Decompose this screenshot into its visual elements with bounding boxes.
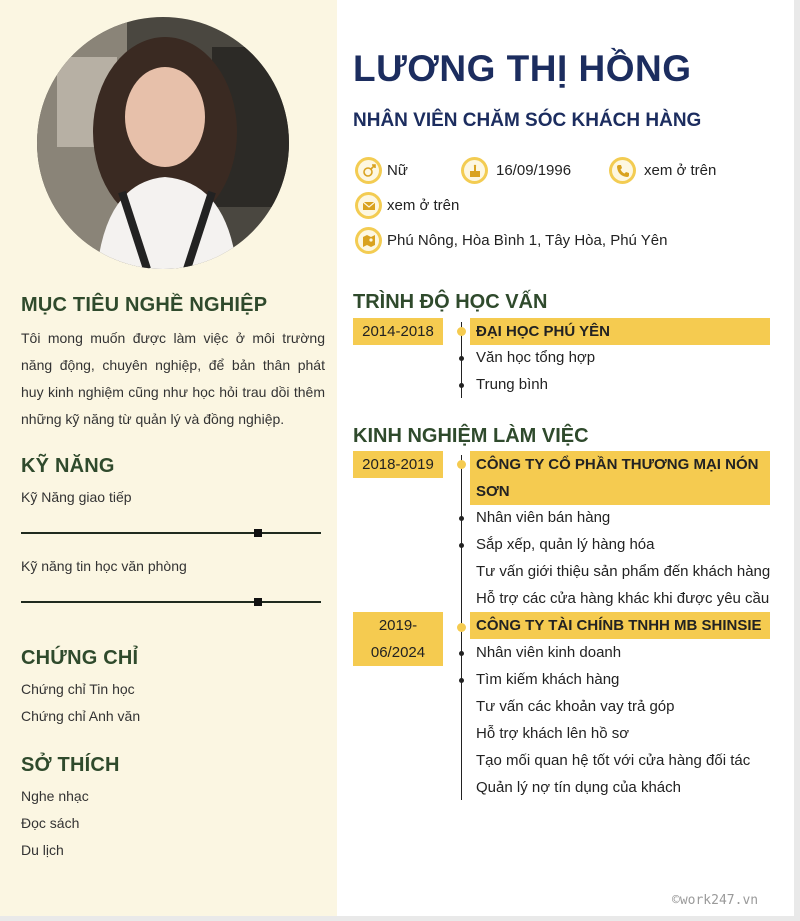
company-name-line: CÔNG TY CỔ PHẦN THƯƠNG MẠI NÓN: [476, 456, 759, 473]
job-duty: Tư vấn các khoản vay trả góp: [476, 698, 675, 715]
education-title: TRÌNH ĐỘ HỌC VẤN: [353, 291, 548, 313]
birthday-cake-icon: [461, 157, 488, 184]
job-duty: Nhân viên bán hàng: [476, 509, 611, 526]
timeline-bullet: [459, 651, 464, 656]
job-title: NHÂN VIÊN CHĂM SÓC KHÁCH HÀNG: [353, 110, 702, 131]
timeline-bullet: [459, 383, 464, 388]
timeline-bullet: [459, 678, 464, 683]
birthday-value: 16/09/1996: [496, 162, 572, 179]
timeline-dot: [457, 460, 466, 469]
skill-level-marker: [254, 529, 262, 537]
timeline-dot: [457, 327, 466, 336]
hobbies-title: SỞ THÍCH: [21, 754, 120, 776]
email-value: xem ở trên: [387, 197, 460, 214]
candidate-name: LƯƠNG THỊ HỒNG: [353, 48, 692, 89]
profile-photo: [37, 17, 289, 269]
company-name: CÔNG TY TÀI CHÍNB TNHH MB SHINSIE: [470, 612, 770, 639]
skills-title: KỸ NĂNG: [21, 455, 115, 477]
hobby-item: Nghe nhạc: [21, 788, 89, 804]
objective-title: MỤC TIÊU NGHỀ NGHIỆP: [21, 294, 268, 316]
job-duty: Nhân viên kinh doanh: [476, 644, 622, 661]
education-detail: Trung bình: [476, 376, 548, 393]
timeline-bullet: [459, 543, 464, 548]
phone-value: xem ở trên: [644, 162, 717, 179]
gender-value: Nữ: [387, 162, 408, 179]
timeline-bullet: [459, 356, 464, 361]
sidebar: [0, 0, 337, 916]
job-date-line: 2019-: [378, 617, 418, 634]
job-duty: Quản lý nợ tín dụng của khách: [476, 779, 681, 796]
location-map-icon: [355, 227, 382, 254]
skill-name: Kỹ năng tin học văn phòng: [21, 558, 187, 574]
skill-bar: [21, 532, 321, 534]
school-name: ĐẠI HỌC PHÚ YÊN: [470, 318, 770, 345]
job-duty: Sắp xếp, quản lý hàng hóa: [476, 536, 655, 553]
certificate-item: Chứng chỉ Tin học: [21, 681, 135, 697]
certificates-title: CHỨNG CHỈ: [21, 647, 139, 669]
skill-level-marker: [254, 598, 262, 606]
timeline-dot: [457, 623, 466, 632]
job-duty: Hỗ trợ khách lên hồ sơ: [476, 725, 630, 742]
timeline-bullet: [459, 516, 464, 521]
company-name-line: SƠN: [476, 483, 510, 500]
phone-icon: [609, 157, 636, 184]
job-duty: Tư vấn giới thiệu sản phẩm đến khách hàng: [476, 563, 771, 580]
job-date: 2018-2019: [353, 451, 443, 478]
skill-bar: [21, 601, 321, 603]
gender-icon: [355, 157, 382, 184]
address-value: Phú Nông, Hòa Bình 1, Tây Hòa, Phú Yên: [387, 232, 668, 249]
job-duty: Tạo mối quan hệ tốt với cửa hàng đối tác: [476, 752, 751, 769]
certificate-item: Chứng chỉ Anh văn: [21, 708, 141, 724]
experience-title: KINH NGHIỆM LÀM VIỆC: [353, 425, 589, 447]
objective-text: Tôi mong muốn được làm việc ở môi trường năng động, chuyên nghiệp, để bản thân phát huy kinh nghiệm cũng như học hỏi trau dồi thêm những kỹ năng từ quản lý và đồng nghiệp.: [21, 330, 325, 427]
skill-name: Kỹ Năng giao tiếp: [21, 489, 132, 505]
education-date: 2014-2018: [353, 318, 443, 345]
watermark: ©work247.vn: [672, 893, 759, 908]
education-detail: Văn học tổng hợp: [476, 349, 596, 366]
company-name: [470, 451, 770, 505]
hobby-item: Du lịch: [21, 842, 64, 858]
job-date-line: 06/2024: [370, 644, 426, 661]
job-duty: Tìm kiếm khách hàng: [476, 671, 620, 688]
job-date: [353, 612, 443, 666]
job-duty: Hỗ trợ các cửa hàng khác khi được yêu cầu: [476, 590, 770, 607]
email-icon: [355, 192, 382, 219]
hobby-item: Đọc sách: [21, 815, 80, 831]
